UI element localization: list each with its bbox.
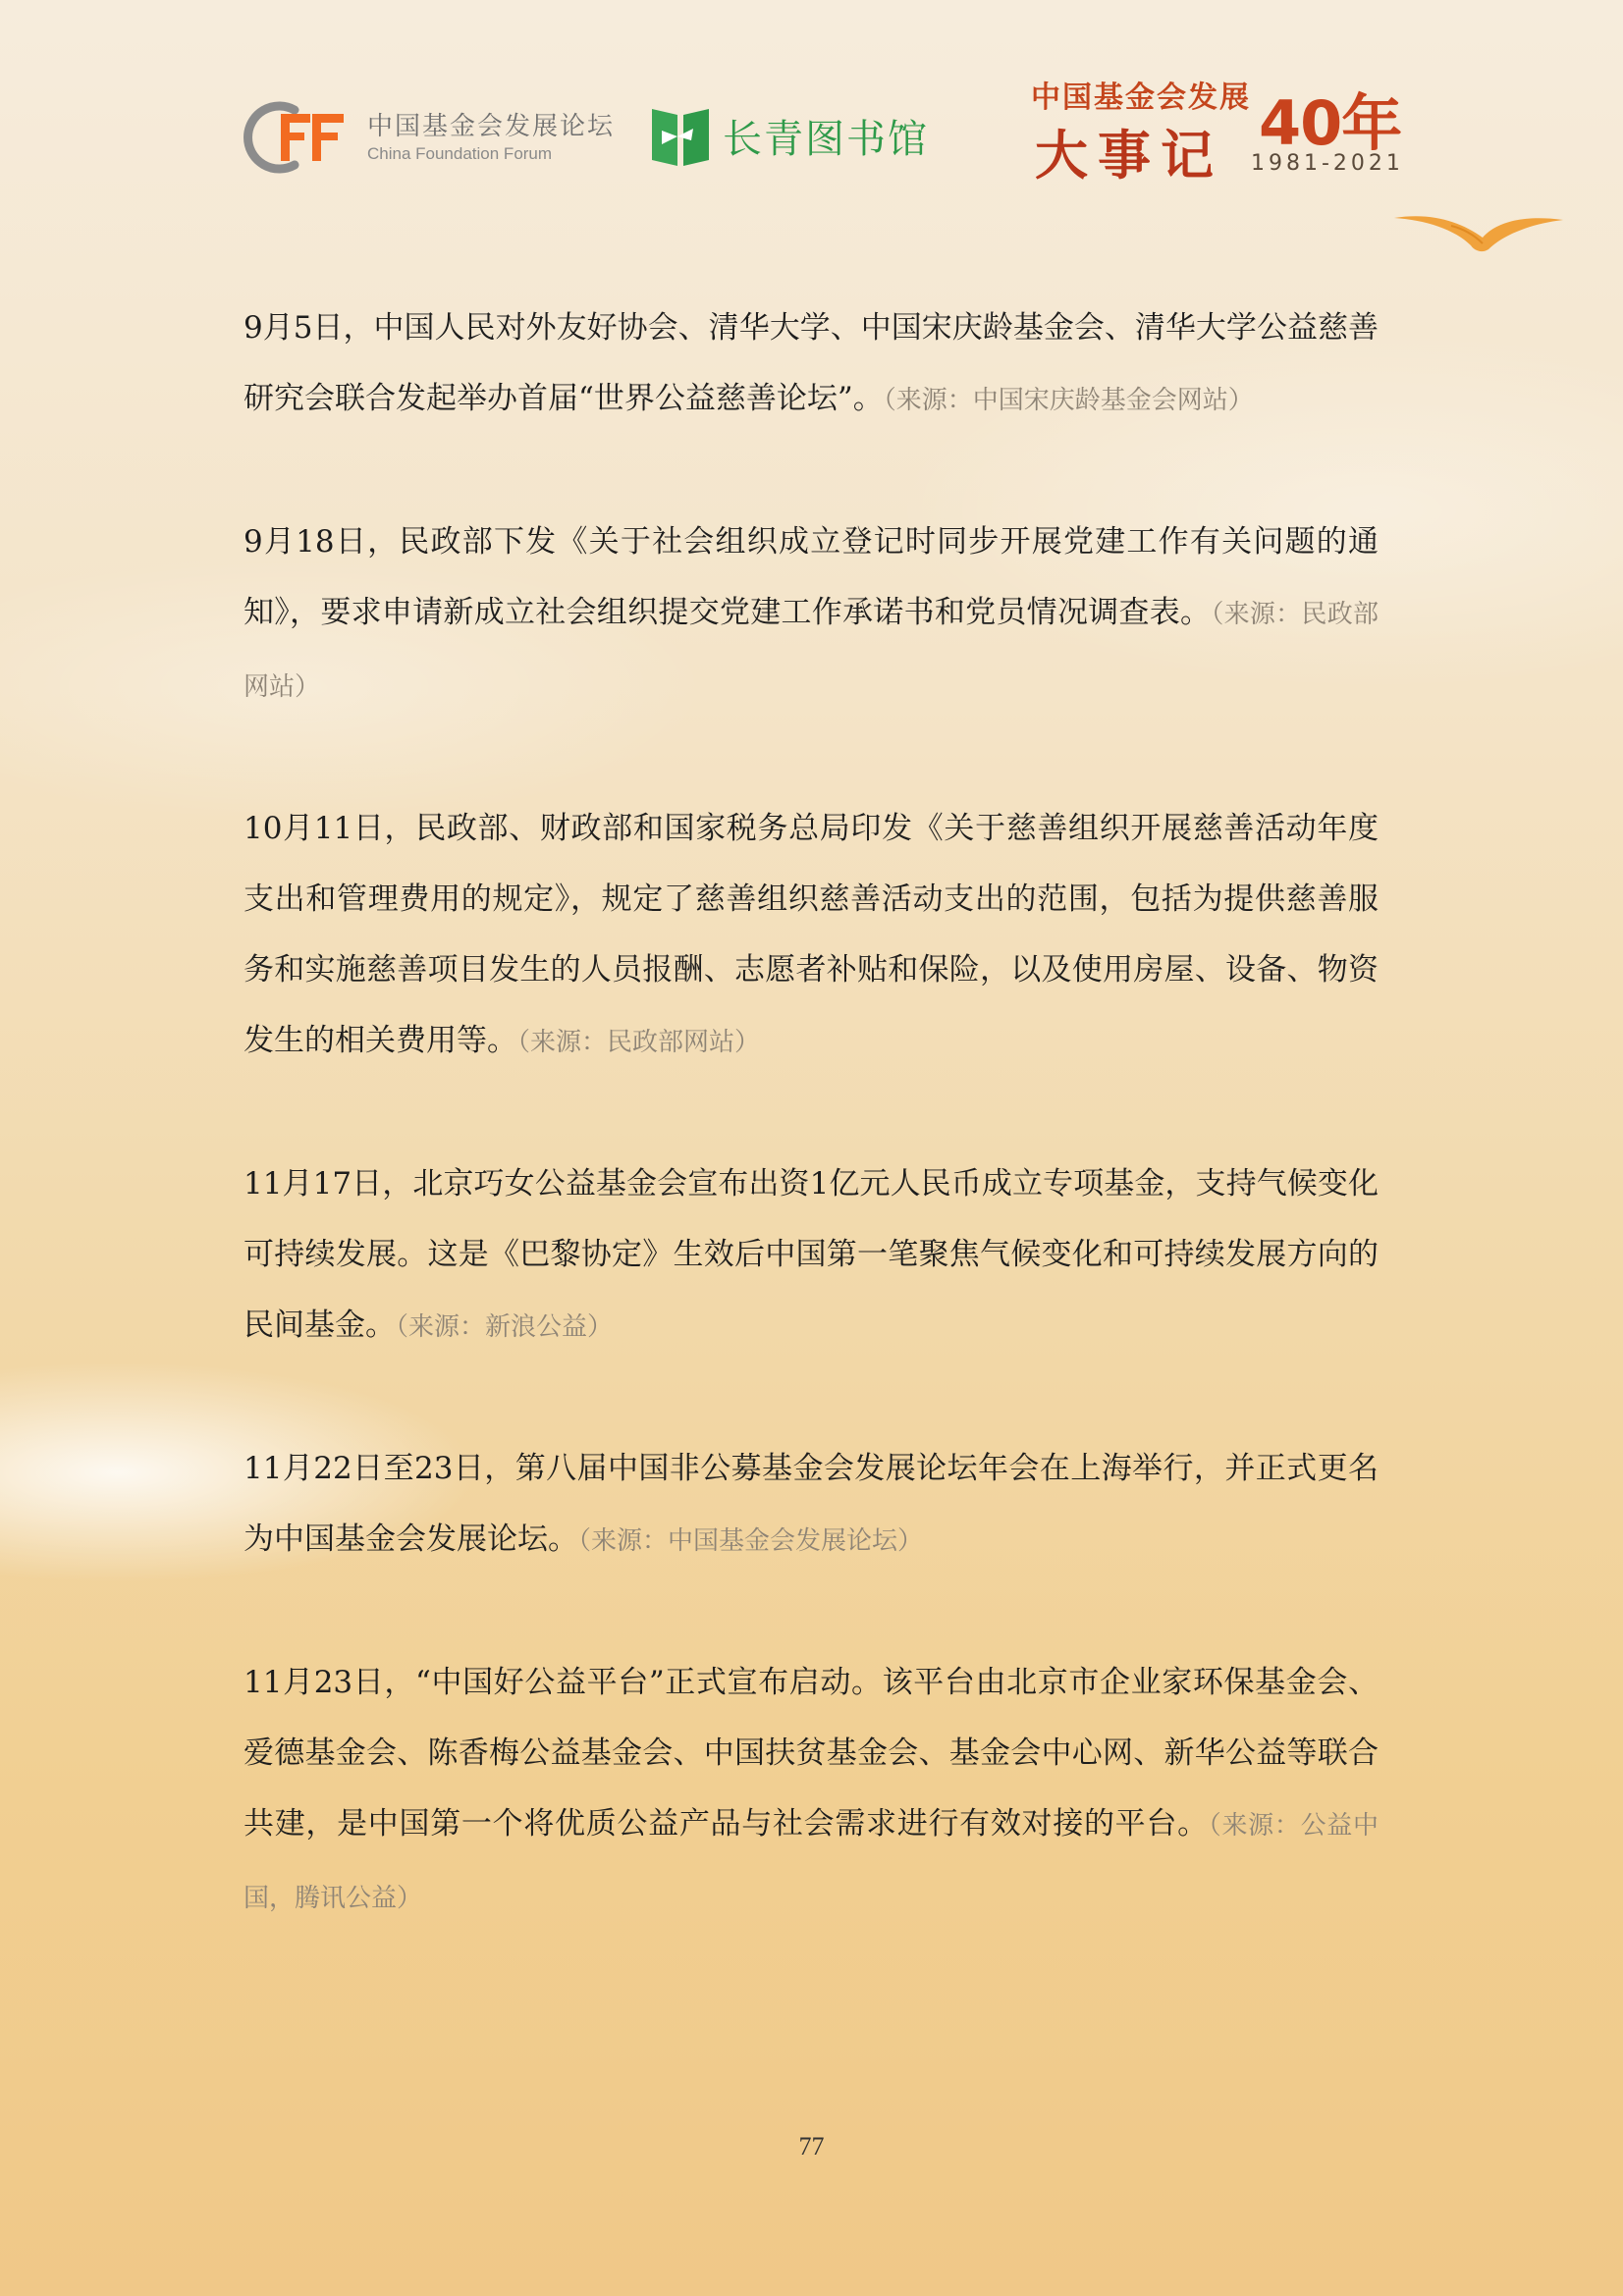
entry-text: 10月11日，民政部、财政部和国家税务总局印发《关于慈善组织开展慈善活动年度支出和管理费用的规定》，规定了慈善组织慈善活动支出的范围，包括为提供慈善服务和实施慈善项目发生的人员报酬、志愿者补贴和保险，以及使用房屋、设备、物资发生的相关费用等。 <box>243 811 1379 1058</box>
entry-source: （来源：新浪公益） <box>396 1312 614 1342</box>
page-number: 77 <box>798 2132 825 2161</box>
entry-text: 11月17日，北京巧女公益基金会宣布出资1亿元人民币成立专项基金，支持气候变化可持续发展。这是《巴黎协定》生效后中国第一笔聚焦气候变化和可持续发展方向的民间基金。 <box>243 1166 1379 1343</box>
entry-text: 11月23日，“中国好公益平台”正式宣布启动。该平台由北京市企业家环保基金会、爱德基金会、陈香梅公益基金会、中国扶贫基金会、基金会中心网、新华公益等联合共建，是中国第一个将优质公益产品与社会需求进行有效对接的平台。 <box>243 1665 1379 1842</box>
chronicle-entries <box>243 293 1379 1934</box>
flying-bird-icon <box>1392 200 1565 255</box>
anniversary-main-text: 大事记 <box>1035 124 1223 187</box>
entry-source: （来源：公益中国，腾讯公益） <box>243 1811 1379 1913</box>
anniversary-years: 1981-2021 <box>1251 151 1404 176</box>
anniversary-top-text: 中国基金会发展 <box>1031 80 1251 115</box>
entry-source: （来源：中国基金会发展论坛） <box>578 1526 924 1556</box>
entry-2016-11-23 <box>243 1647 1379 1934</box>
ff-logo-icon <box>243 98 352 177</box>
book-logo-icon <box>648 101 713 170</box>
entry-text: 9月5日，中国人民对外友好协会、清华大学、中国宋庆龄基金会、清华大学公益慈善研究会联合发起举办首届“世界公益慈善论坛”。 <box>243 310 1379 416</box>
forum-name-cn: 中国基金会发展论坛 <box>367 112 616 141</box>
anniversary-40-text: 40年 <box>1259 87 1402 159</box>
entry-source: （来源：民政部网站） <box>243 600 1379 702</box>
library-logo <box>648 98 929 173</box>
entry-2016-11-17 <box>243 1148 1379 1362</box>
entry-text: 9月18日，民政部下发《关于社会组织成立登记时同步开展党建工作有关问题的通知》，要求申请新成立社会组织提交党建工作承诺书和党员情况调查表。 <box>243 524 1379 630</box>
anniversary-logo <box>1027 73 1420 190</box>
entry-source: （来源：民政部网站） <box>517 1028 761 1057</box>
entry-2016-09-18 <box>243 507 1379 722</box>
entry-2016-09-05 <box>243 293 1379 436</box>
entry-source: （来源：中国宋庆龄基金会网站） <box>883 386 1254 415</box>
forum-name-en: China Foundation Forum <box>367 144 553 163</box>
entry-2016-11-22 <box>243 1433 1379 1576</box>
entry-2016-10-11 <box>243 793 1379 1078</box>
page-header <box>0 0 1623 255</box>
entry-text: 11月22日至23日，第八届中国非公募基金会发展论坛年会在上海举行，并正式更名为中国基金会发展论坛。 <box>243 1451 1379 1557</box>
library-name: 长青图书馆 <box>723 116 929 162</box>
